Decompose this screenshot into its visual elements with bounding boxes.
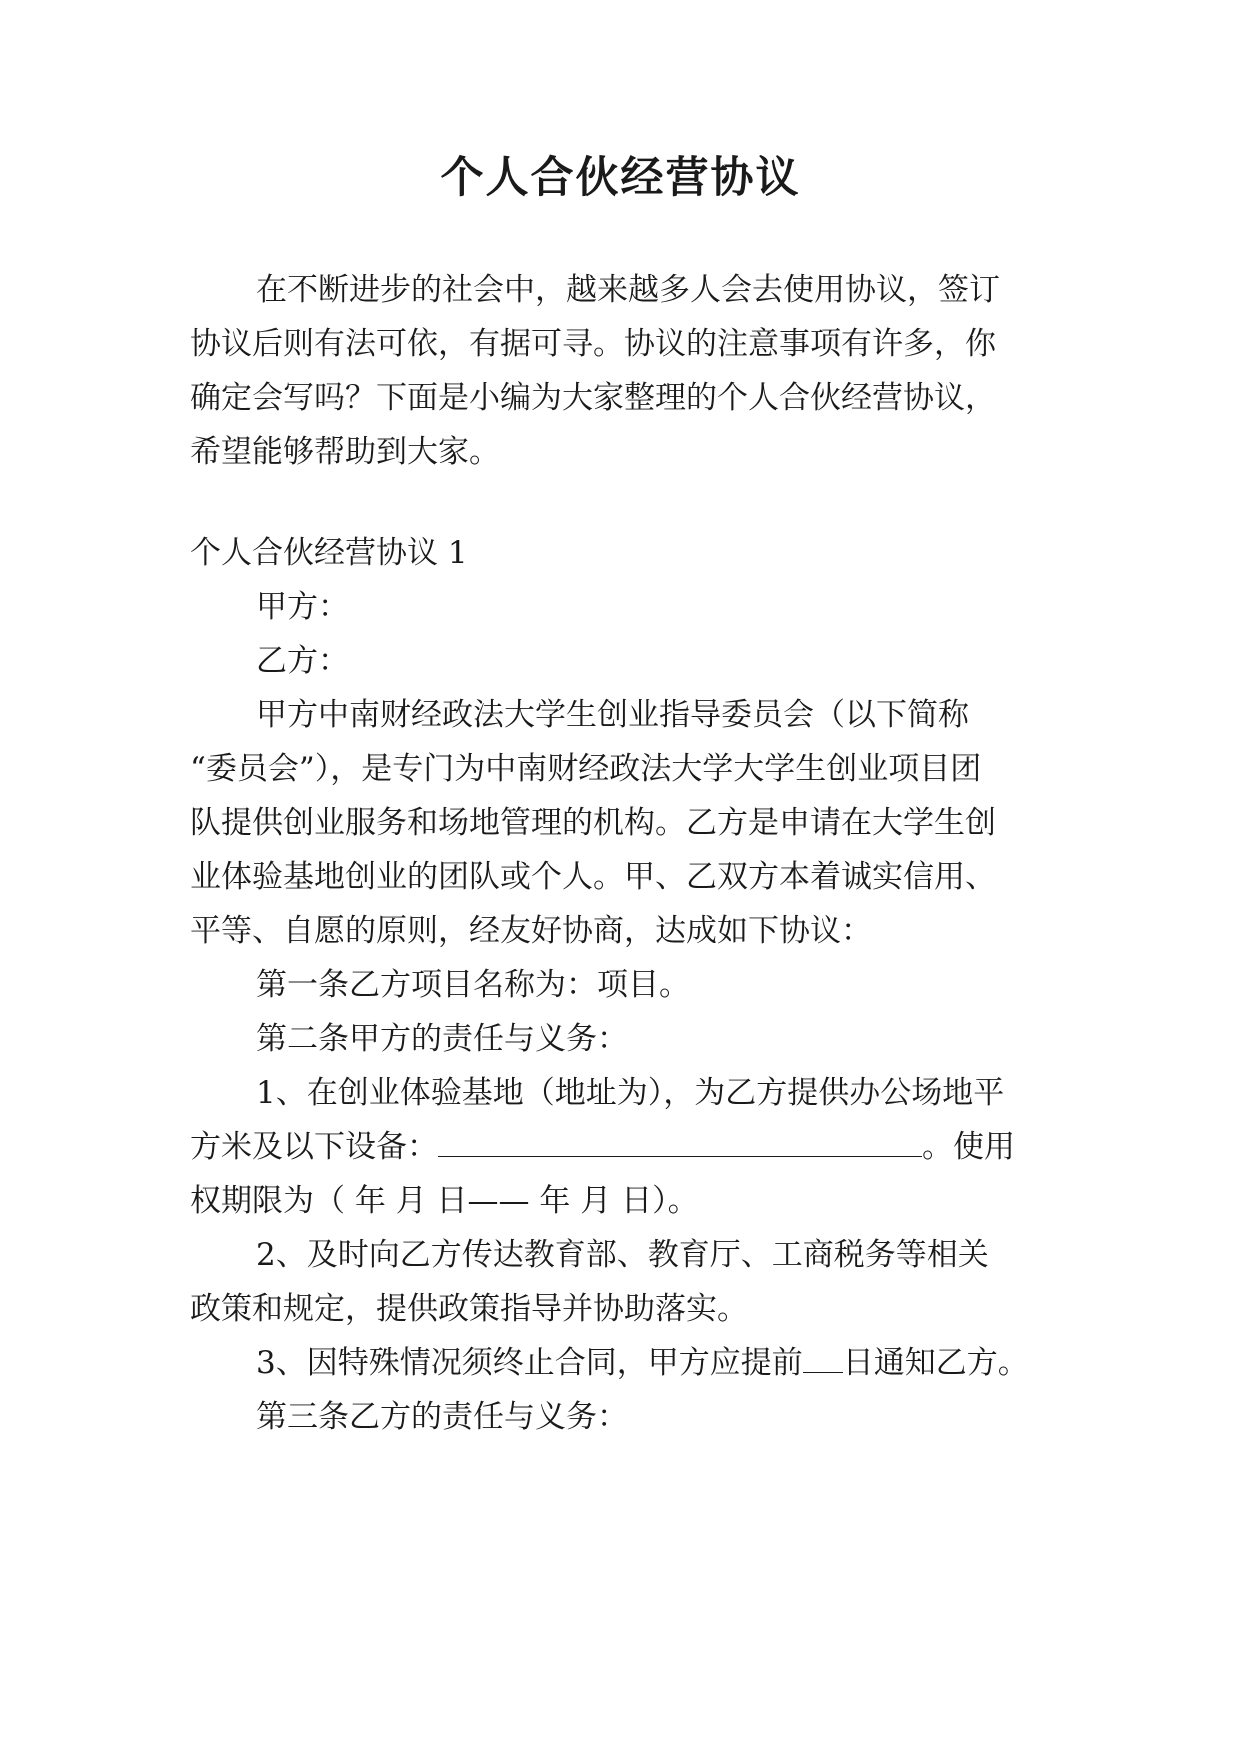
intro-line-2: 协议后则有法可依，有据可寻。协议的注意事项有许多，你 bbox=[190, 326, 996, 362]
article-1: 第一条乙方项目名称为：项目。 bbox=[256, 967, 690, 1003]
item-1-line-2-suffix: 。使用 bbox=[922, 1129, 1015, 1165]
intro-line-3: 确定会写吗？下面是小编为大家整理的个人合伙经营协议， bbox=[190, 380, 996, 416]
preamble-line-4: 业体验基地创业的团队或个人。甲、乙双方本着诚实信用、 bbox=[190, 859, 996, 895]
item-1-line-3: 权期限为（ 年 月 日—— 年 月 日）。 bbox=[190, 1183, 699, 1219]
section-heading: 个人合伙经营协议 1 bbox=[190, 535, 468, 571]
party-b-label: 乙方： bbox=[256, 643, 349, 679]
item-2-line-1: 2、及时向乙方传达教育部、教育厅、工商税务等相关 bbox=[256, 1237, 989, 1273]
item-1-line-1: 1、在创业体验基地（地址为），为乙方提供办公场地平 bbox=[256, 1075, 1005, 1111]
preamble-line-3: 队提供创业服务和场地管理的机构。乙方是申请在大学生创 bbox=[190, 805, 996, 841]
equipment-blank-line bbox=[438, 1126, 922, 1157]
item-3-prefix: 3、因特殊情况须终止合同，甲方应提前 bbox=[256, 1345, 803, 1381]
intro-line-4: 希望能够帮助到大家。 bbox=[190, 434, 500, 470]
document-title: 个人合伙经营协议 bbox=[440, 153, 801, 203]
notice-days-blank bbox=[803, 1342, 843, 1373]
preamble-line-1: 甲方中南财经政法大学生创业指导委员会（以下简称 bbox=[256, 697, 969, 733]
article-3-heading: 第三条乙方的责任与义务： bbox=[256, 1399, 628, 1435]
party-a-label: 甲方： bbox=[256, 589, 349, 625]
item-1-equipment-label: 方米及以下设备： bbox=[190, 1129, 438, 1165]
preamble-line-5: 平等、自愿的原则，经友好协商，达成如下协议： bbox=[190, 913, 872, 949]
preamble-line-2: “委员会”），是专门为中南财经政法大学大学生创业项目团 bbox=[190, 751, 982, 787]
item-3-line bbox=[256, 1341, 1029, 1385]
item-1-line-2 bbox=[190, 1125, 1015, 1169]
item-3-suffix: 日通知乙方。 bbox=[842, 1345, 1029, 1381]
article-2-heading: 第二条甲方的责任与义务： bbox=[256, 1021, 628, 1057]
intro-line-1: 在不断进步的社会中，越来越多人会去使用协议，签订 bbox=[256, 272, 1000, 308]
item-2-line-2: 政策和规定，提供政策指导并协助落实。 bbox=[190, 1291, 748, 1327]
